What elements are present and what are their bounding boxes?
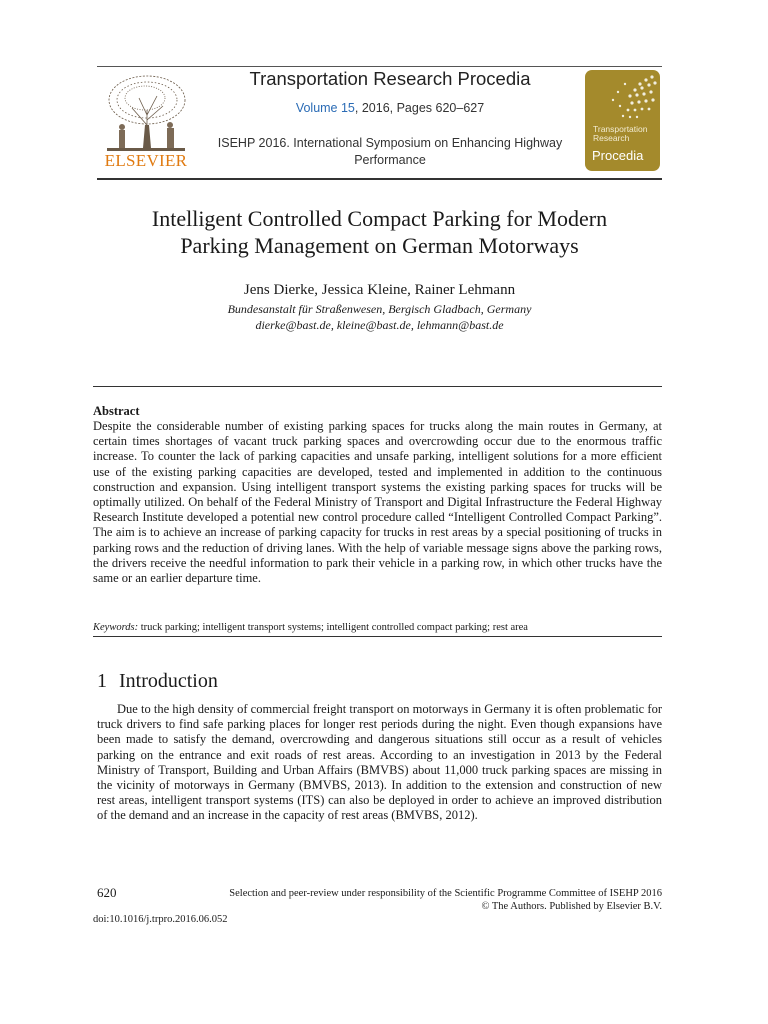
abstract-text: Despite the considerable number of existing parking spaces for trucks along the main routes in Germany, at certain times shortages of vacant truck parking spaces and overcrowding occur due to the enormous traffic increase. To counter the lack of parking capacities and unsafe parking, intelligent solutions for a more efficient use of the existing parking capacities are developed, tested and implemented in addition to the continuous construction and expansion. Using intelligent transport systems the existing parking spaces for trucks will be optimally utilized. On behalf of the Federal Ministry of Transport and Digital Infrastructure the Federal Highway Research Institute developed a potential new control procedure called “Intelligent Controlled Compact Parking”. The aim is to achieve an increase of parking capacity for trucks in rest areas by a special positioning of trucks in parking rows and the reduction of driving lanes. With the help of variable message signs above the parking rows, the drivers receive the needful information to park their vehicle in a parking row, in which other trucks have the same or an earlier departure time. — [93, 419, 662, 586]
section-heading-introduction — [97, 670, 218, 693]
paper-title — [97, 205, 662, 259]
page-number: 620 — [97, 885, 117, 900]
keywords-list: truck parking; intelligent transport systems; intelligent controlled compact parking; rest area — [138, 622, 528, 633]
journal-title: Transportation Research Procedia — [249, 68, 531, 89]
footer-note-line-2: © The Authors. Published by Elsevier B.V. — [481, 901, 662, 912]
paper-title-line-2: Parking Management on German Motorways — [180, 233, 579, 258]
author-emails: dierke@bast.de, kleine@bast.de, lehmann@bast.de — [255, 318, 504, 332]
header-top-rule — [97, 66, 662, 67]
authors: Jens Dierke, Jessica Kleine, Rainer Lehmann — [243, 282, 516, 298]
elsevier-wordmark: ELSEVIER — [104, 151, 188, 170]
volume-details: , 2016, Pages 620–627 — [354, 101, 485, 115]
cover-line-1: Transportation — [593, 124, 648, 134]
cover-line-2: Research — [593, 133, 630, 143]
keywords — [93, 622, 662, 633]
paper-title-line-1: Intelligent Controlled Compact Parking for Modern — [151, 206, 608, 231]
introduction-paragraph: Due to the high density of commercial freight transport on motorways in Germany it is often problematic for truck drivers to find safe parking places for longer rest periods during the night. Even though expansions have been made to satisfy the demand, overcrowding and dangerous situations still occur as a result of vehicles parking on the entrance and exit roads of rest areas. According to an investigation in 2013 by the Federal Ministry of Transport, Building and Urban Affairs (BMVBS) about 11,000 truck parking spaces are missing in the vicinity of motorways in Germany (BMVBS, 2013). In addition to the extension and construction of new rest areas, intelligent transport systems (ITS) can also be deployed in order to achieve an improved distribution of the demand and an increase in the capacity of rest areas (BMVBS, 2012). — [97, 702, 662, 823]
header-bottom-rule — [97, 178, 662, 180]
cover-subtitle — [593, 125, 648, 143]
doi-link[interactable]: doi:10.1016/j.trpro.2016.06.052 — [93, 914, 228, 925]
keywords-bottom-rule — [93, 636, 662, 637]
conference-name: ISEHP 2016. International Symposium on Enhancing Highway Performance — [217, 136, 563, 167]
footer-note-line-1: Selection and peer-review under responsibility of the Scientific Programme Committee of ISEHP 2016 — [229, 888, 662, 899]
cover-title: Procedia — [592, 148, 644, 163]
section-number: 1 — [97, 670, 107, 692]
journal-cover-thumbnail[interactable] — [585, 70, 660, 171]
volume-line — [200, 101, 580, 115]
volume-link[interactable]: Volume 15 — [295, 101, 355, 115]
footer-note — [130, 887, 662, 913]
abstract-heading: Abstract — [93, 404, 140, 418]
section-title: Introduction — [119, 670, 218, 692]
cover-dot-pattern — [585, 70, 660, 125]
abstract-top-rule — [93, 386, 662, 387]
keywords-label: Keywords: — [93, 622, 139, 633]
affiliation: Bundesanstalt für Straßenwesen, Bergisch Gladbach, Germany — [227, 302, 532, 316]
